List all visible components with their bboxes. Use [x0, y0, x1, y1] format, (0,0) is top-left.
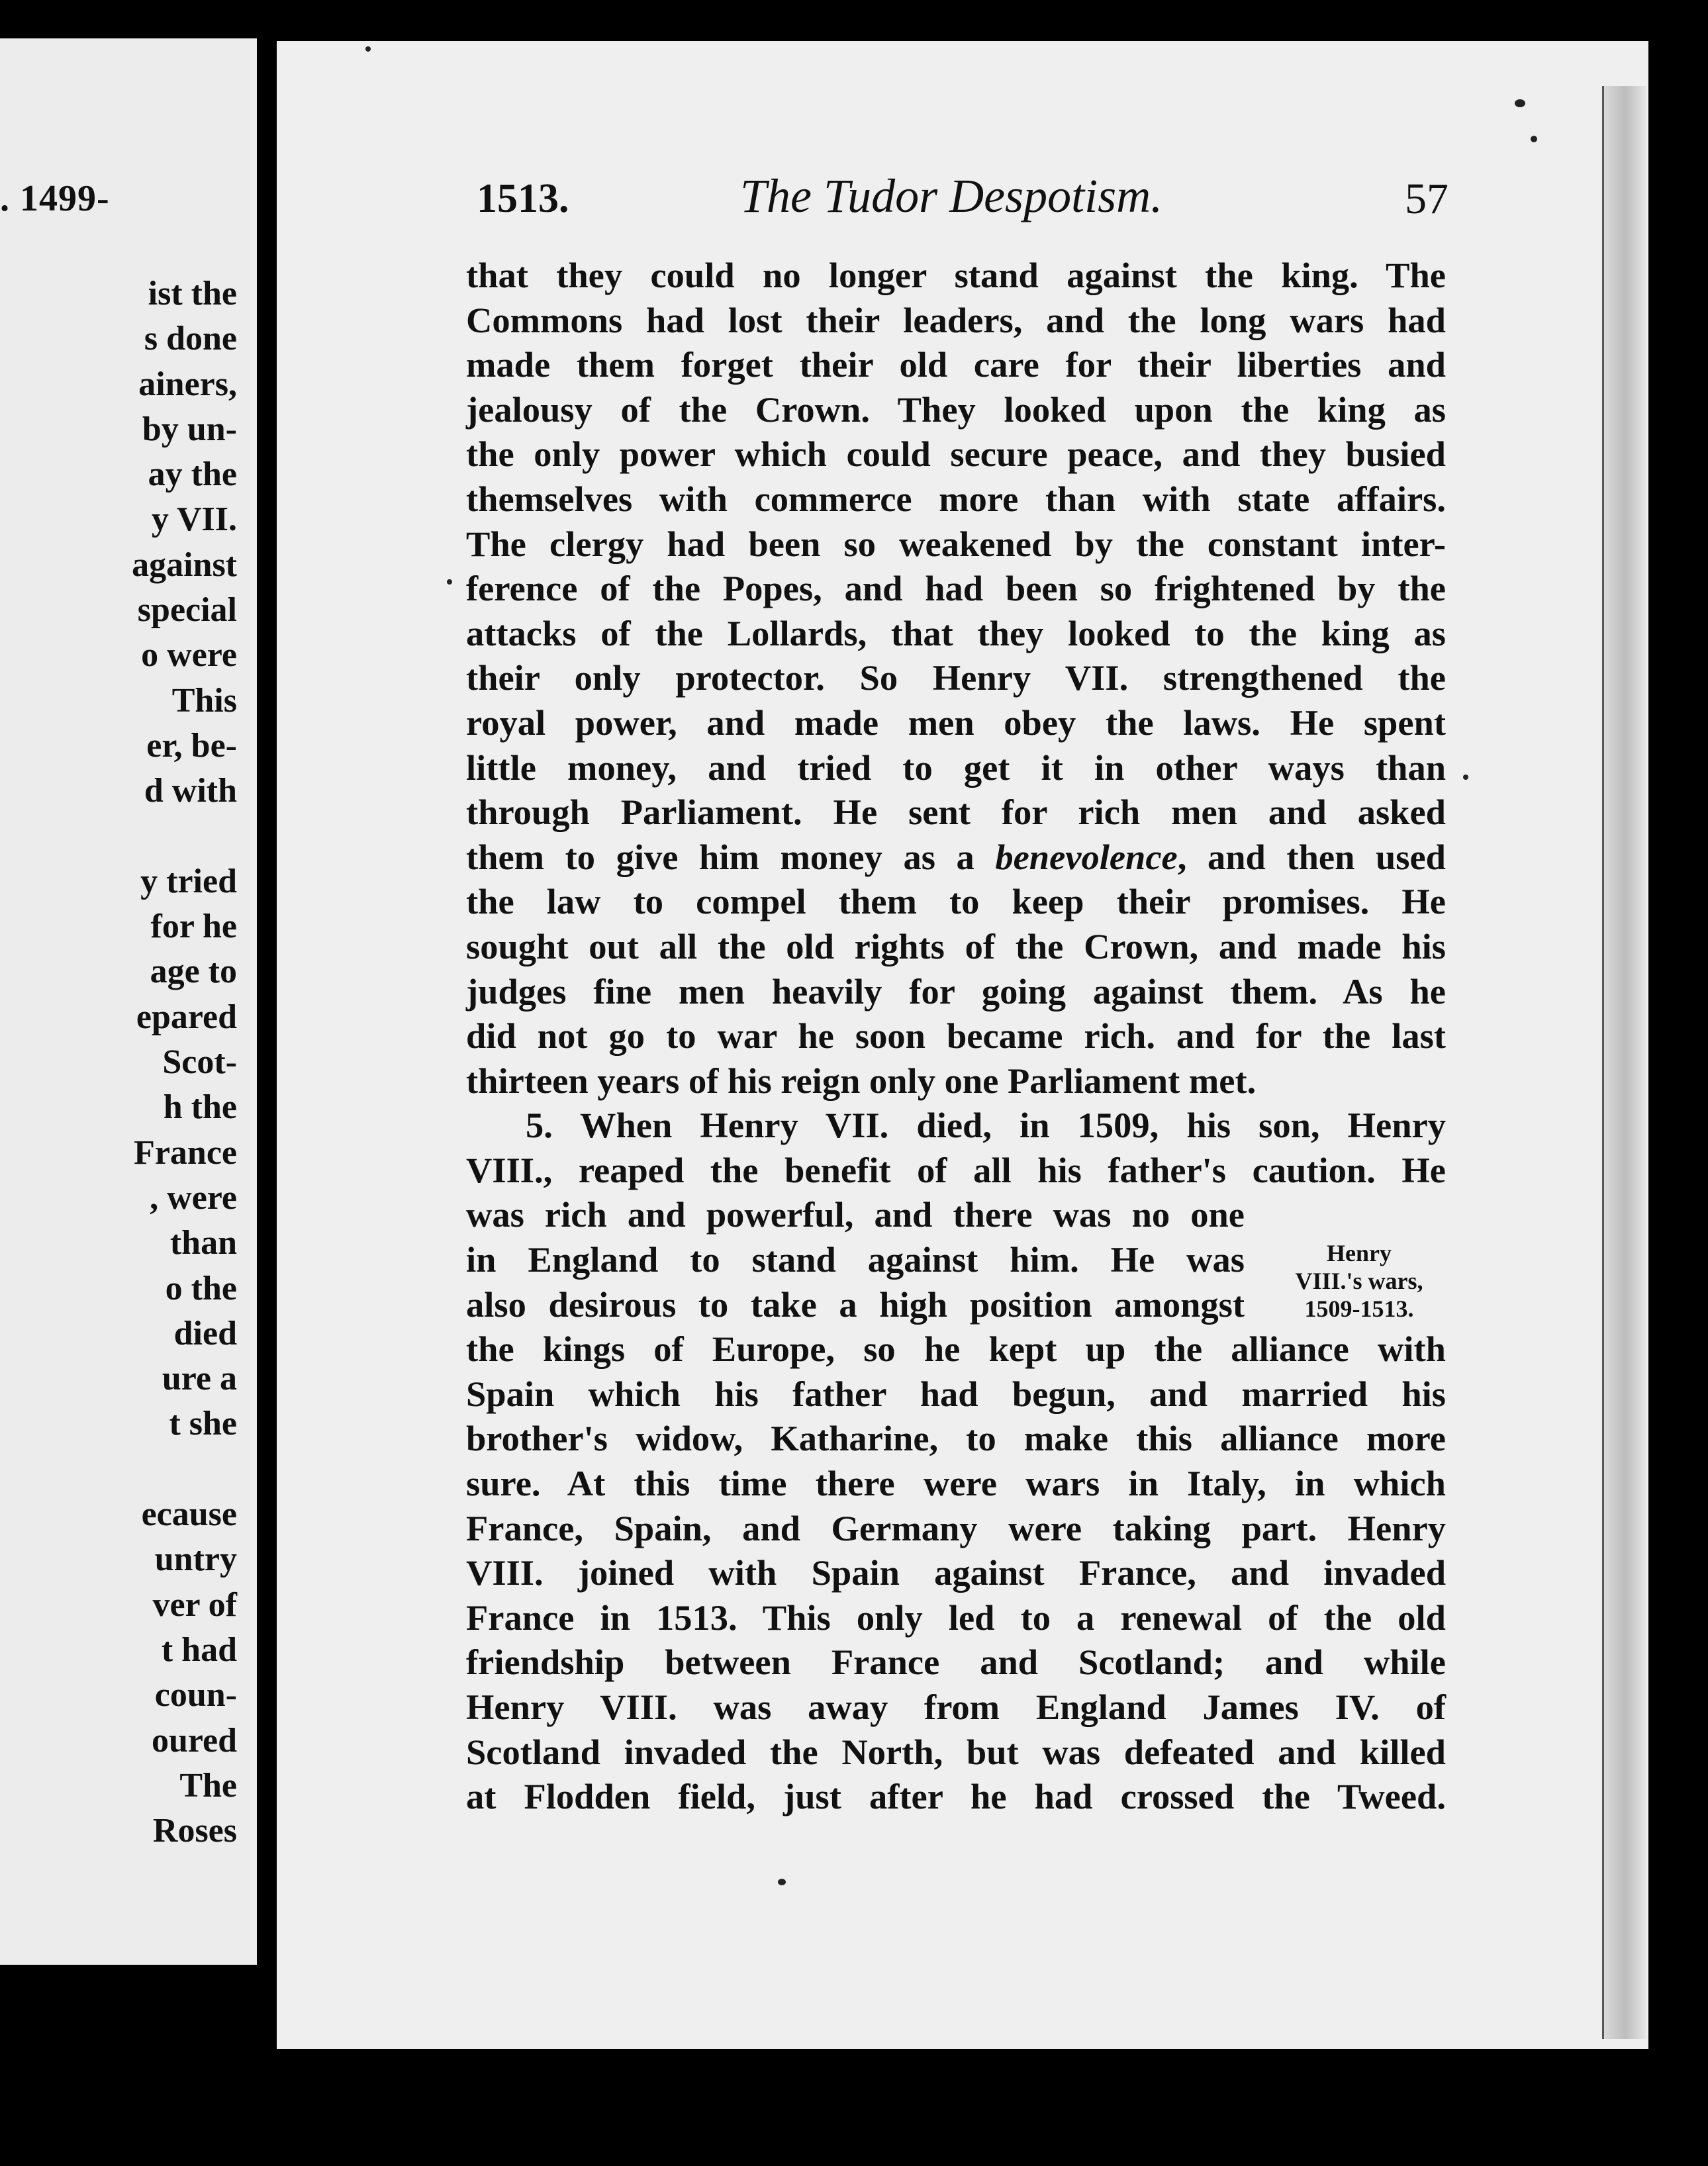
text-line: Henry VIII. was away from England James IV. of — [466, 1687, 1446, 1727]
left-running-head: . 1499- — [0, 178, 110, 219]
left-line: Scot- — [162, 1043, 237, 1082]
text-line: did not go to war he soon became rich. and for the last — [466, 1015, 1446, 1057]
page-edge — [1602, 86, 1646, 2039]
left-line: y VII. — [151, 500, 237, 539]
text-fragment: them to give him money as a — [466, 836, 996, 877]
margin-note — [1263, 1239, 1455, 1323]
text-line: themselves with commerce more than with state affairs. — [466, 478, 1446, 519]
left-line: t she — [169, 1405, 237, 1443]
text-line: jealousy of the Crown. They looked upon the king as — [466, 389, 1446, 430]
left-line: y tried — [140, 862, 237, 900]
left-line: than — [169, 1224, 237, 1262]
text-line: France, Spain, and Germany were taking part. Henry — [466, 1507, 1446, 1548]
page-number: 57 — [1405, 175, 1448, 223]
margin-note-line: Henry — [1327, 1240, 1392, 1266]
text-line: little money, and tried to get it in other ways than — [466, 747, 1446, 788]
left-line: This — [171, 681, 237, 720]
text-line: made them forget their old care for their liberties and — [466, 344, 1446, 385]
text-line: their only protector. So Henry VII. strengthened the — [466, 657, 1446, 698]
text-line: that they could no longer stand against the king. The — [466, 255, 1446, 295]
left-line: oured — [151, 1721, 237, 1760]
left-line: ay the — [148, 455, 237, 494]
margin-note-line: 1509-1513. — [1304, 1295, 1414, 1322]
text-line: VIII., reaped the benefit of all his father's caution. He — [466, 1149, 1446, 1190]
left-line: s done — [144, 320, 237, 358]
speck — [1463, 775, 1468, 780]
left-line: untry — [154, 1540, 237, 1579]
text-line: sought out all the old rights of the Crown, and made his — [466, 925, 1446, 966]
running-head-year: 1513. — [477, 176, 569, 221]
text-line: in England to stand against him. He was — [466, 1239, 1245, 1280]
left-line: ver of — [152, 1585, 237, 1624]
left-line: epared — [136, 998, 237, 1036]
speck — [778, 1879, 786, 1885]
text-line: sure. At this time there were wars in Italy, in which — [466, 1463, 1446, 1504]
left-line: by un- — [142, 410, 237, 448]
text-line: Spain which his father had begun, and married his — [466, 1373, 1446, 1414]
left-line: o were — [141, 636, 237, 675]
text-line: brother's widow, Katharine, to make this alliance more — [466, 1418, 1446, 1459]
left-line: ainers, — [138, 365, 237, 403]
speck — [1531, 136, 1537, 142]
running-head-title: The Tudor Despotism. — [740, 169, 1163, 222]
left-line: coun- — [154, 1676, 237, 1715]
left-line: against — [132, 545, 237, 584]
emphasized-word: benevolence — [995, 836, 1178, 877]
speck — [1515, 99, 1525, 107]
text-fragment: , and then used — [1177, 836, 1446, 877]
text-line: the only power which could secure peace, and they busied — [466, 434, 1446, 475]
text-line: at Flodden field, just after he had crossed the Tweed. — [466, 1776, 1446, 1817]
running-head — [477, 169, 1448, 228]
text-line: ference of the Popes, and had been so frightened by the — [466, 568, 1446, 609]
text-line: The clergy had been so weakened by the constant inter- — [466, 523, 1446, 564]
margin-note-line: VIII.'s wars, — [1295, 1268, 1423, 1294]
left-line: t had — [161, 1630, 237, 1669]
body-text — [466, 253, 1446, 1819]
text-line: the kings of Europe, so he kept up the alliance with — [466, 1329, 1446, 1370]
paragraph-start-line: 5. When Henry VII. died, in 1509, his son, Henry — [526, 1105, 1446, 1146]
text-line: friendship between France and Scotland; and while — [466, 1642, 1446, 1683]
text-line: Scotland invaded the North, but was defeated and killed — [466, 1731, 1446, 1772]
left-line: age to — [150, 953, 237, 991]
text-line: attacks of the Lollards, that they looked to the king as — [466, 612, 1446, 653]
left-line: ecause — [141, 1495, 237, 1534]
text-line: VIII. joined with Spain against France, and invaded — [466, 1552, 1446, 1593]
left-line: Roses — [152, 1812, 237, 1850]
left-line: special — [137, 591, 237, 630]
left-line: for he — [150, 908, 237, 946]
left-line: , were — [150, 1178, 237, 1217]
speck — [447, 579, 452, 585]
left-line: ist the — [148, 275, 237, 312]
left-line: died — [173, 1314, 237, 1352]
text-line — [466, 835, 1446, 880]
left-page-text — [0, 271, 237, 1854]
left-line: ure a — [162, 1360, 237, 1398]
left-line — [0, 814, 237, 859]
left-line: France — [134, 1133, 237, 1172]
text-line: France in 1513. This only led to a renewal of the old — [466, 1597, 1446, 1638]
speck — [365, 46, 371, 52]
text-line: royal power, and made men obey the laws. He spent — [466, 702, 1446, 743]
text-line: the law to compel them to keep their promises. He — [466, 881, 1446, 922]
text-line: judges fine men heavily for going against them. As he — [466, 970, 1446, 1012]
left-line: The — [179, 1766, 237, 1805]
left-line: d with — [144, 772, 237, 810]
left-line: er, be- — [146, 726, 237, 765]
text-line: Commons had lost their leaders, and the long wars had — [466, 299, 1446, 340]
left-page — [0, 38, 257, 1965]
text-line: through Parliament. He sent for rich men and asked — [466, 792, 1446, 833]
text-line: also desirous to take a high position amongst — [466, 1284, 1245, 1325]
left-line: h the — [163, 1088, 237, 1127]
left-line: o the — [165, 1269, 237, 1307]
text-line: was rich and powerful, and there was no one — [466, 1194, 1245, 1235]
text-line: thirteen years of his reign only one Parliament met. — [466, 1060, 1257, 1101]
left-line — [0, 1447, 237, 1492]
